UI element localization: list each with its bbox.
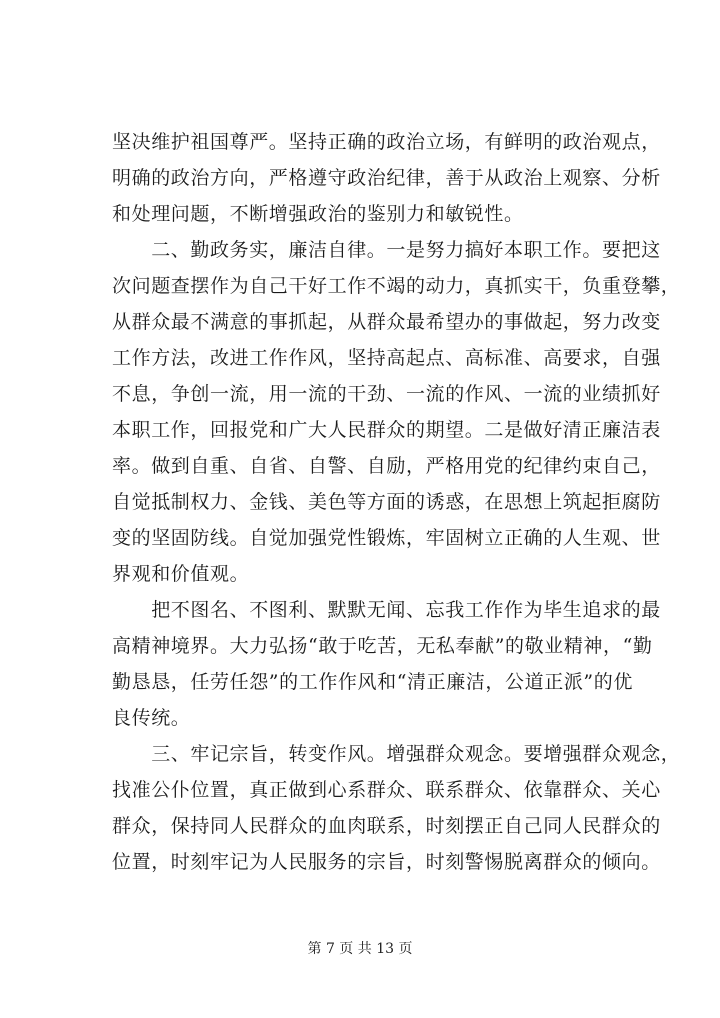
page-number-footer: 第 7 页 共 13 页 [307,941,413,957]
text-line: 把不图名、不图利、默默无闻、忘我工作作为毕生追求的最 [112,599,661,621]
body-text [112,124,681,880]
text-line: 自觉抵制权力、金钱、美色等方面的诱惑，在思想上筑起拒腐防 [112,491,661,513]
text-line: 从群众最不满意的事抓起，从群众最希望办的事做起，努力改变 [112,311,661,333]
text-line: 二、勤政务实，廉洁自律。一是努力搞好本职工作。要把这 [112,239,661,261]
text-line: 群众，保持同人民群众的血肉联系，时刻摆正自己同人民群众的 [112,815,661,837]
text-line: 找准公仆位置，真正做到心系群众、联系群众、依靠群众、关心 [112,779,661,801]
text-line: 三、牢记宗旨，转变作风。增强群众观念。要增强群众观念， [112,743,681,765]
text-line: 良传统。 [112,707,191,729]
text-line: 工作方法，改进工作作风，坚持高起点、高标准、高要求，自强 [112,347,661,369]
paragraph-1 [112,124,661,232]
text-line: 明确的政治方向，严格遵守政治纪律，善于从政治上观察、分析 [112,167,661,189]
text-line: 位置，时刻牢记为人民服务的宗旨，时刻警惕脱离群众的倾向。 [112,851,661,873]
text-line: 率。做到自重、自省、自警、自励，严格用党的纪律约束自己， [112,455,661,477]
text-line: 变的坚固防线。自觉加强党性锻炼，牢固树立正确的人生观、世 [112,527,661,549]
paragraph-2 [112,232,681,592]
text-line: 次问题查摆作为自己干好工作不竭的动力，真抓实干，负重登攀， [112,275,681,297]
text-line: 本职工作，回报党和广大人民群众的期望。二是做好清正廉洁表 [112,419,661,441]
text-line: 高精神境界。大力弘扬“敢于吃苦，无私奉献”的敬业精神，“勤 [112,635,653,657]
text-line: 勤恳恳，任劳任怨”的工作作风和“清正廉洁，公道正派”的优 [112,671,633,693]
paragraph-4 [112,736,681,880]
text-line: 坚决维护祖国尊严。坚持正确的政治立场，有鲜明的政治观点， [112,131,661,153]
text-line: 界观和价值观。 [112,563,250,585]
paragraph-3 [112,592,661,736]
text-line: 不息，争创一流，用一流的干劲、一流的作风、一流的业绩抓好 [112,383,661,405]
text-line: 和处理问题，不断增强政治的鉴别力和敏锐性。 [112,203,524,225]
